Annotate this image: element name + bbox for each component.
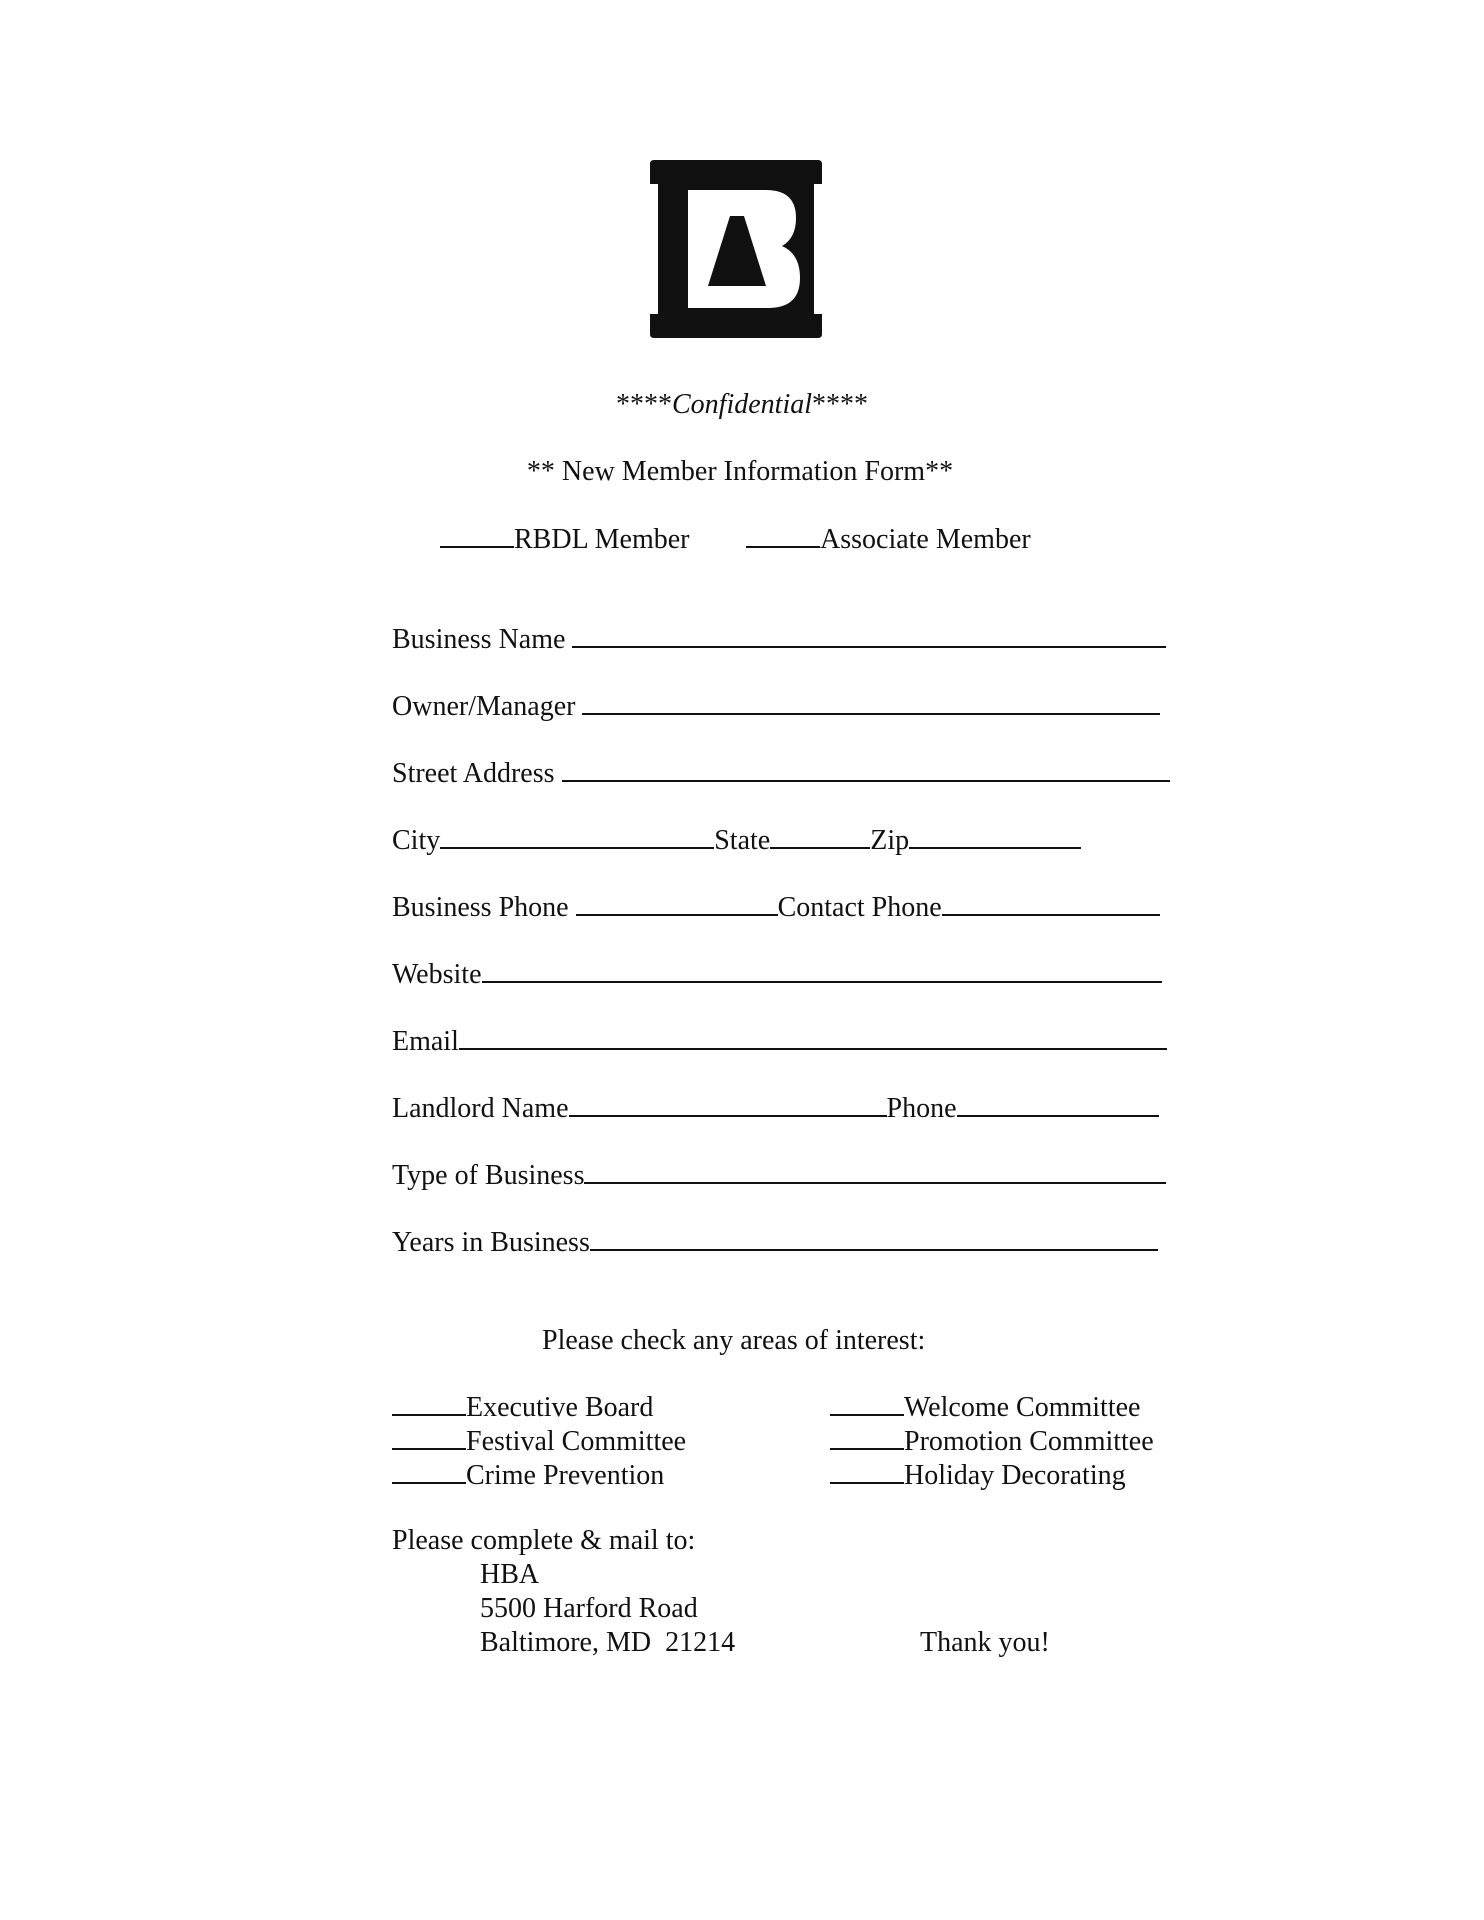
interest-item[interactable]: Welcome Committee xyxy=(830,1390,1140,1425)
owner-manager-blank[interactable] xyxy=(582,689,1160,715)
membership-option-associate[interactable]: Associate Member xyxy=(746,522,1031,557)
field-landlord: Landlord Name Phone xyxy=(392,1091,1159,1126)
contact-phone-blank[interactable] xyxy=(942,890,1160,916)
mail-line: HBA xyxy=(480,1559,540,1590)
membership-option-rbdl[interactable]: RBDL Member xyxy=(440,522,690,557)
email-blank[interactable] xyxy=(459,1024,1167,1050)
interest-item[interactable]: Promotion Committee xyxy=(830,1424,1154,1459)
interest-item[interactable]: Crime Prevention xyxy=(392,1458,664,1493)
mail-line: 5500 Harford Road xyxy=(480,1593,698,1624)
interest-item[interactable]: Festival Committee xyxy=(392,1424,686,1459)
field-years-in-business: Years in Business xyxy=(392,1225,1158,1260)
landlord-name-blank[interactable] xyxy=(569,1091,887,1117)
thank-you-text: Thank you! xyxy=(920,1627,1050,1658)
field-type-of-business: Type of Business xyxy=(392,1158,1166,1193)
state-blank[interactable] xyxy=(770,823,870,849)
website-blank[interactable] xyxy=(482,957,1162,983)
business-name-blank[interactable] xyxy=(572,622,1166,648)
confidential-label: ****Confidential**** xyxy=(616,389,868,420)
interest-check-blank[interactable] xyxy=(830,1458,904,1484)
years-in-business-blank[interactable] xyxy=(590,1225,1158,1251)
interest-check-blank[interactable] xyxy=(830,1424,904,1450)
interest-item[interactable]: Holiday Decorating xyxy=(830,1458,1126,1493)
business-phone-blank[interactable] xyxy=(576,890,778,916)
mail-heading: Please complete & mail to: xyxy=(392,1525,696,1556)
form-title: ** New Member Information Form** xyxy=(526,456,954,487)
field-city-state-zip: City State Zip xyxy=(392,823,1081,858)
interest-check-blank[interactable] xyxy=(392,1390,466,1416)
interest-check-blank[interactable] xyxy=(830,1390,904,1416)
field-phones: Business Phone Contact Phone xyxy=(392,890,1160,925)
field-street-address: Street Address xyxy=(392,756,1170,791)
landlord-phone-blank[interactable] xyxy=(957,1091,1159,1117)
field-owner-manager: Owner/Manager xyxy=(392,689,1160,724)
mail-line: Baltimore, MD 21214 xyxy=(480,1627,736,1658)
type-of-business-blank[interactable] xyxy=(584,1158,1166,1184)
interest-item[interactable]: Executive Board xyxy=(392,1390,653,1425)
hba-logo xyxy=(648,160,824,338)
interest-check-blank[interactable] xyxy=(392,1424,466,1450)
membership-check-blank[interactable] xyxy=(440,522,514,548)
street-address-blank[interactable] xyxy=(562,756,1170,782)
zip-blank[interactable] xyxy=(909,823,1081,849)
field-website: Website xyxy=(392,957,1162,992)
interests-prompt: Please check any areas of interest: xyxy=(542,1325,926,1356)
interest-check-blank[interactable] xyxy=(392,1458,466,1484)
membership-check-blank[interactable] xyxy=(746,522,820,548)
field-business-name: Business Name xyxy=(392,622,1166,657)
field-email: Email xyxy=(392,1024,1167,1059)
city-blank[interactable] xyxy=(440,823,714,849)
